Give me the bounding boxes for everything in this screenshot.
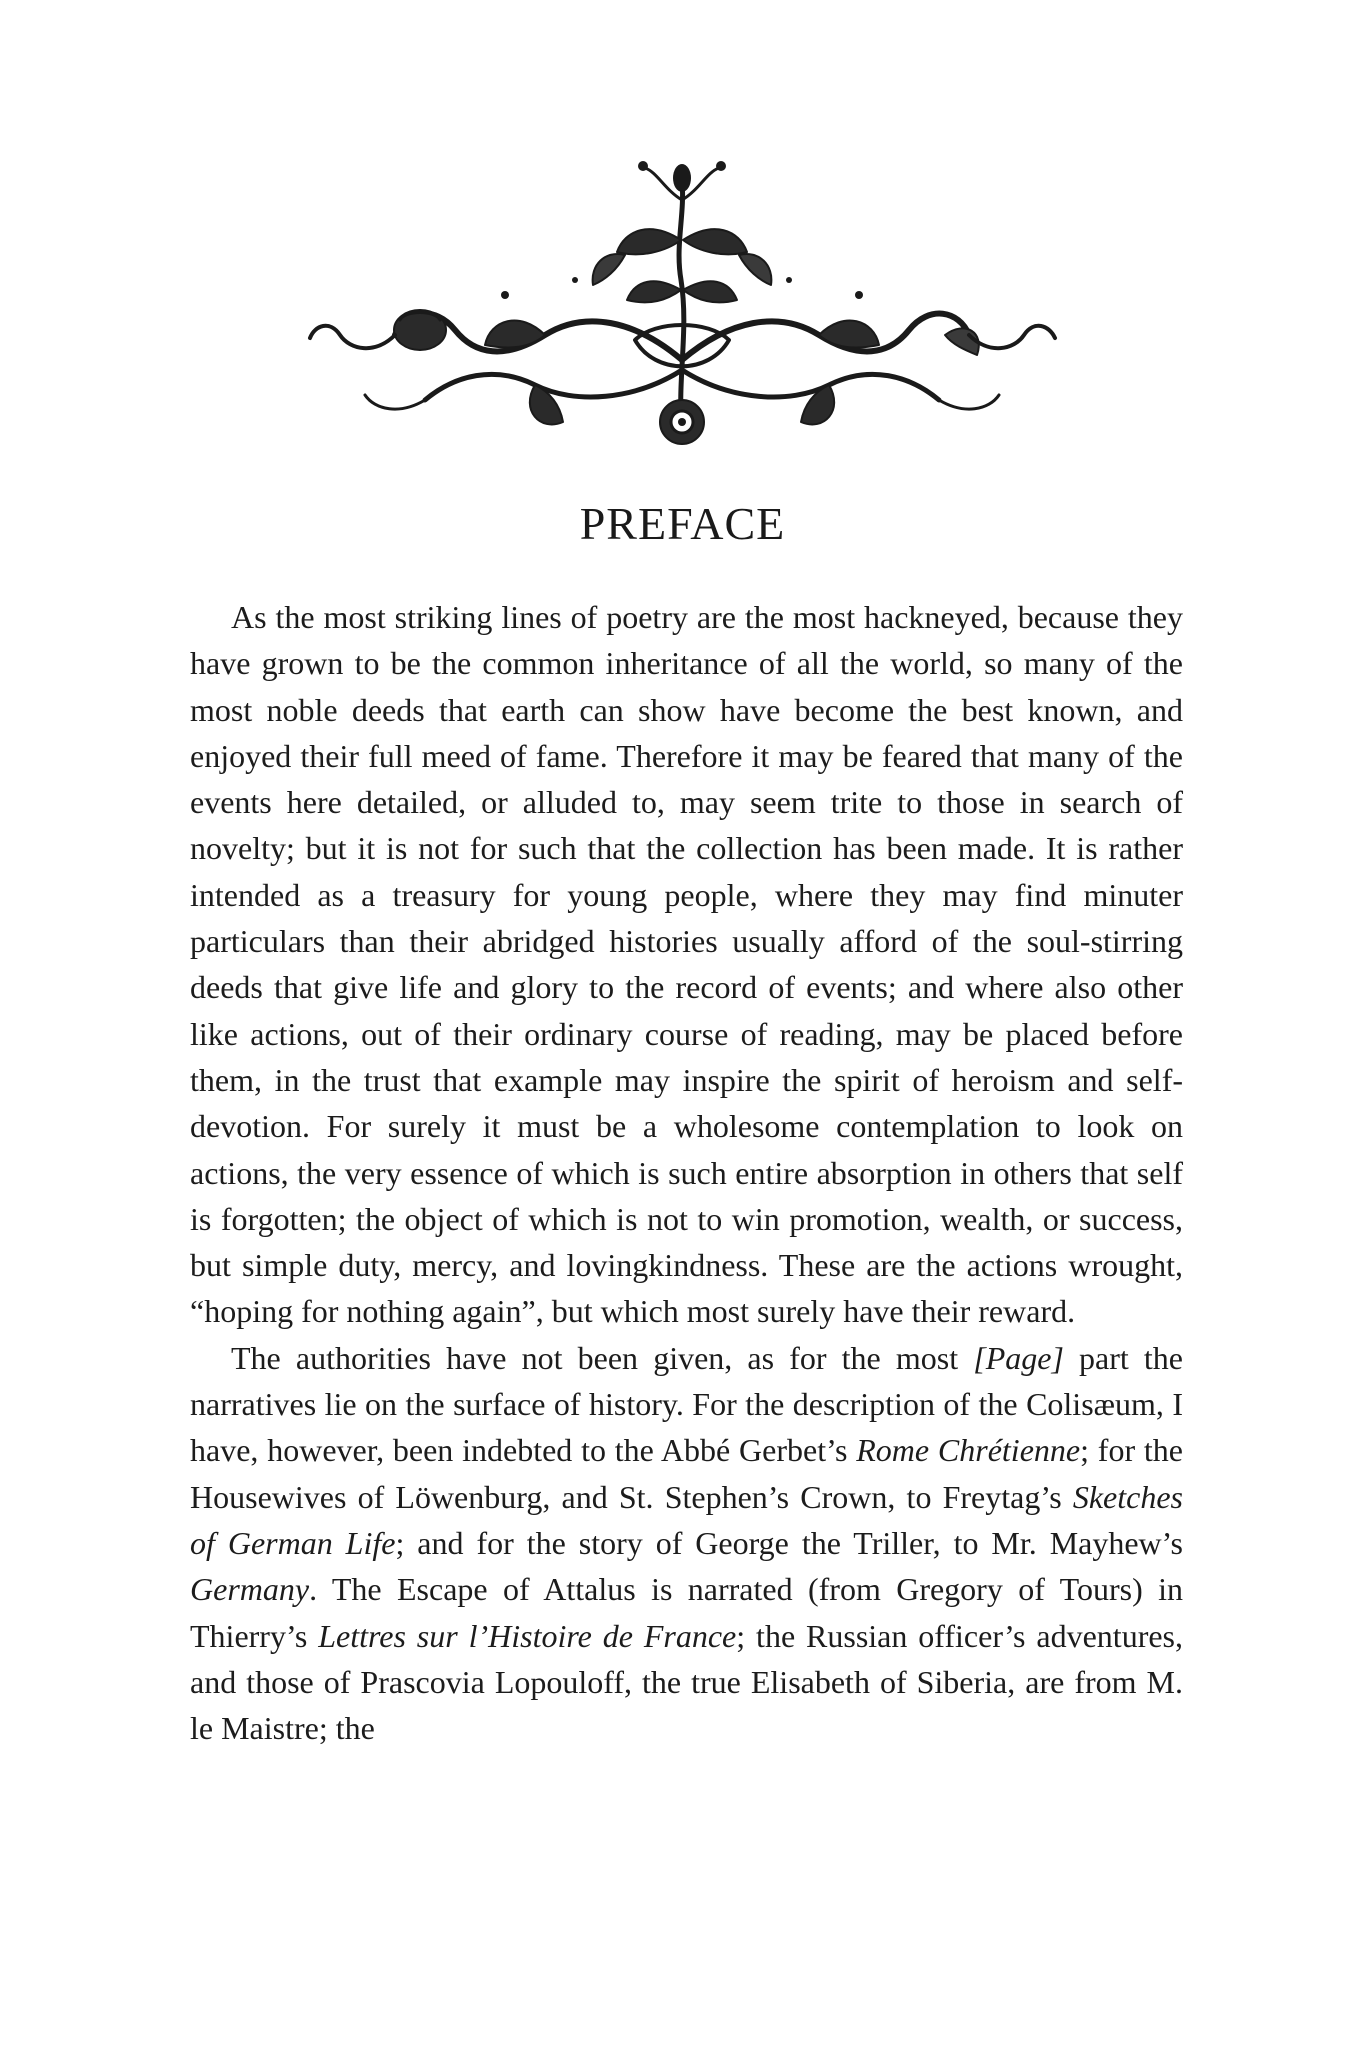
italic-text: [Page] (973, 1339, 1064, 1376)
floral-ornament-icon (305, 160, 1060, 450)
paragraph (190, 1335, 1183, 1752)
page-title: PREFACE (579, 498, 786, 549)
text-segment: ; for the Housewives of Löwenburg, and St. Stephen’s Crown, to Freytag’s (190, 1432, 1184, 1515)
italic-text: Rome Chrétienne (856, 1432, 1081, 1469)
italic-text: Lettres sur l’Histoire de France (318, 1617, 737, 1654)
paragraph (190, 594, 1183, 1335)
text-segment: ; and for the story of George the Triller, to Mr. Mayhew’s (395, 1524, 1184, 1561)
text-segment: part the narratives lie on the surface of history. For the description of the Colisæum, I have, however, been indebted to the Abbé Gerbet’s (190, 1339, 1184, 1469)
text-segment: ; the Russian officer’s adventures, and those of Prascovia Lopouloff, the true Elisabeth of Siberia, are from M. le Maistre; the (190, 1617, 1184, 1747)
italic-text: Sketches of German Life (190, 1478, 1183, 1561)
italic-text: Germany (190, 1571, 310, 1608)
text-segment: . The Escape of Attalus is narrated (from Gregory of Tours) in Thierry’s (190, 1571, 1183, 1654)
text-segment: As the most striking lines of poetry are the most hackneyed, because they have grown to be the common inheritance of all the world, so many of the most noble deeds that earth can show have become the best known, and enjoyed their full meed of fame. Therefore it may be feared that many of the events here detailed, or alluded to, may seem trite to those in search of novelty; but it is not for such that the collection has been made. It is rather intended as a treasury for young people, where they may find minuter particulars than their abridged histories usually afford of the soul-stirring deeds that give life and glory to the record of events; and where also other like actions, out of their ordinary course of reading, may be placed before them, in the trust that example may inspire the spirit of heroism and self-devotion. For surely it must be a wholesome contemplation to look on actions, the very essence of which is such entire absorption in others that self is forgotten; the object of which is not to win promotion, wealth, or success, but simple duty, mercy, and lovingkindness. These are the actions wrought, “hoping for nothing again”, but which most surely have their reward. (190, 599, 1183, 1330)
text-segment: The authorities have not been given, as for the most (231, 1339, 974, 1376)
preface-body (190, 594, 1183, 1751)
